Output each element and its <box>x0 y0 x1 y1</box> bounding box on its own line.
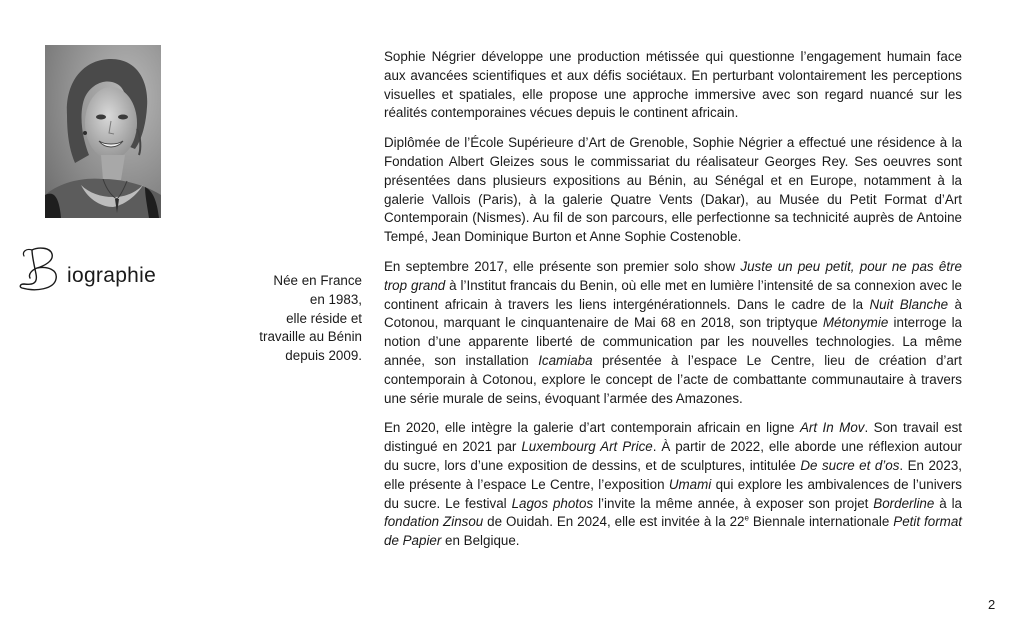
bio-paragraph-4: En 2020, elle intègre la galerie d’art contemporain africain en ligne Art In Mov. Son travail est distingué en 2021 par Luxembourg Art Price. À partir de 2022, elle aborde une réflexion autour du sucre, lors d’une exposition de dessins, et de sculptures, intitulée De sucre et d’os. En 2023, elle présente à l’espace Le Centre, l’exposition Umami qui explore les ambivalences de l’univers du sucre. Le festival Lagos photos l’invite la même année, à exposer son projet Borderline à la fondation Zinsou de Ouidah. En 2024, elle est invitée à la 22e Biennale internationale Petit format de Papier en Belgique. <box>384 420 963 549</box>
bio-paragraph-2: Diplômée de l’École Supérieure d’Art de Grenoble, Sophie Négrier a effectué une résidence à la Fondation Albert Gleizes sous le commissariat du réalisateur Georges Rey. Ses oeuvres sont présentées dans plusieurs expositions au Bénin, au Sénégal et en Europe, notamment à la galerie Vallois (Paris), à la galerie Quatre Vents (Dakar), au Musée du Petit Format d’Art Contemporain (Nismes). Au fil de son parcours, elle perfectionne sa technicité auprès de Antoine Tempé, Jean Dominique Burton et Anne Sophie Costenoble. <box>384 135 962 245</box>
side-note-line: Née en France <box>273 273 362 288</box>
portrait-photo <box>45 45 161 218</box>
side-note-line: elle réside et <box>286 310 362 326</box>
side-note-line: travaille au Bénin <box>259 329 362 345</box>
side-note-line: depuis 2009. <box>285 348 362 364</box>
side-note <box>236 272 362 366</box>
bio-paragraph-3: En septembre 2017, elle présente son premier solo show Juste un peu petit, pour ne pas être trop grand à l’Institut francais du Benin, où elle met en lumière l’intensité de sa connexion avec le continent africain à travers les liens intergénérationnels. Dans le cadre de la Nuit Blanche à Cotonou, marquant le cinquantenaire de Mai 68 en 2018, son triptyque Métonymie interroge la notion d’une apparente liberté de communication par les nouvelles technologies. La même année, son installation Icamiaba présentée à l’espace Le Centre, lieu de création d’art contemporain à Cotonou, explore le concept de l’acte de combattante communautaire à travers une série murale de seins, évoquant l’armée des Amazones. <box>384 258 962 406</box>
biography-heading <box>18 244 188 294</box>
script-initial-b <box>18 244 66 294</box>
side-note-line: en 1983, <box>309 291 362 307</box>
page-number: 2 <box>988 597 996 612</box>
heading-text: iographie <box>67 264 157 287</box>
bio-paragraph-1: Sophie Négrier développe une production métissée qui questionne l’engagement humain face aux avancées scientifiques et aux défis sociétaux. En perturbant volontairement les perceptions visuelles et spatiales, elle propose une approche immersive avec son regard nuancé sur les réalités contemporaines vécues depuis le continent africain. <box>384 49 962 121</box>
biography-body <box>384 48 962 562</box>
